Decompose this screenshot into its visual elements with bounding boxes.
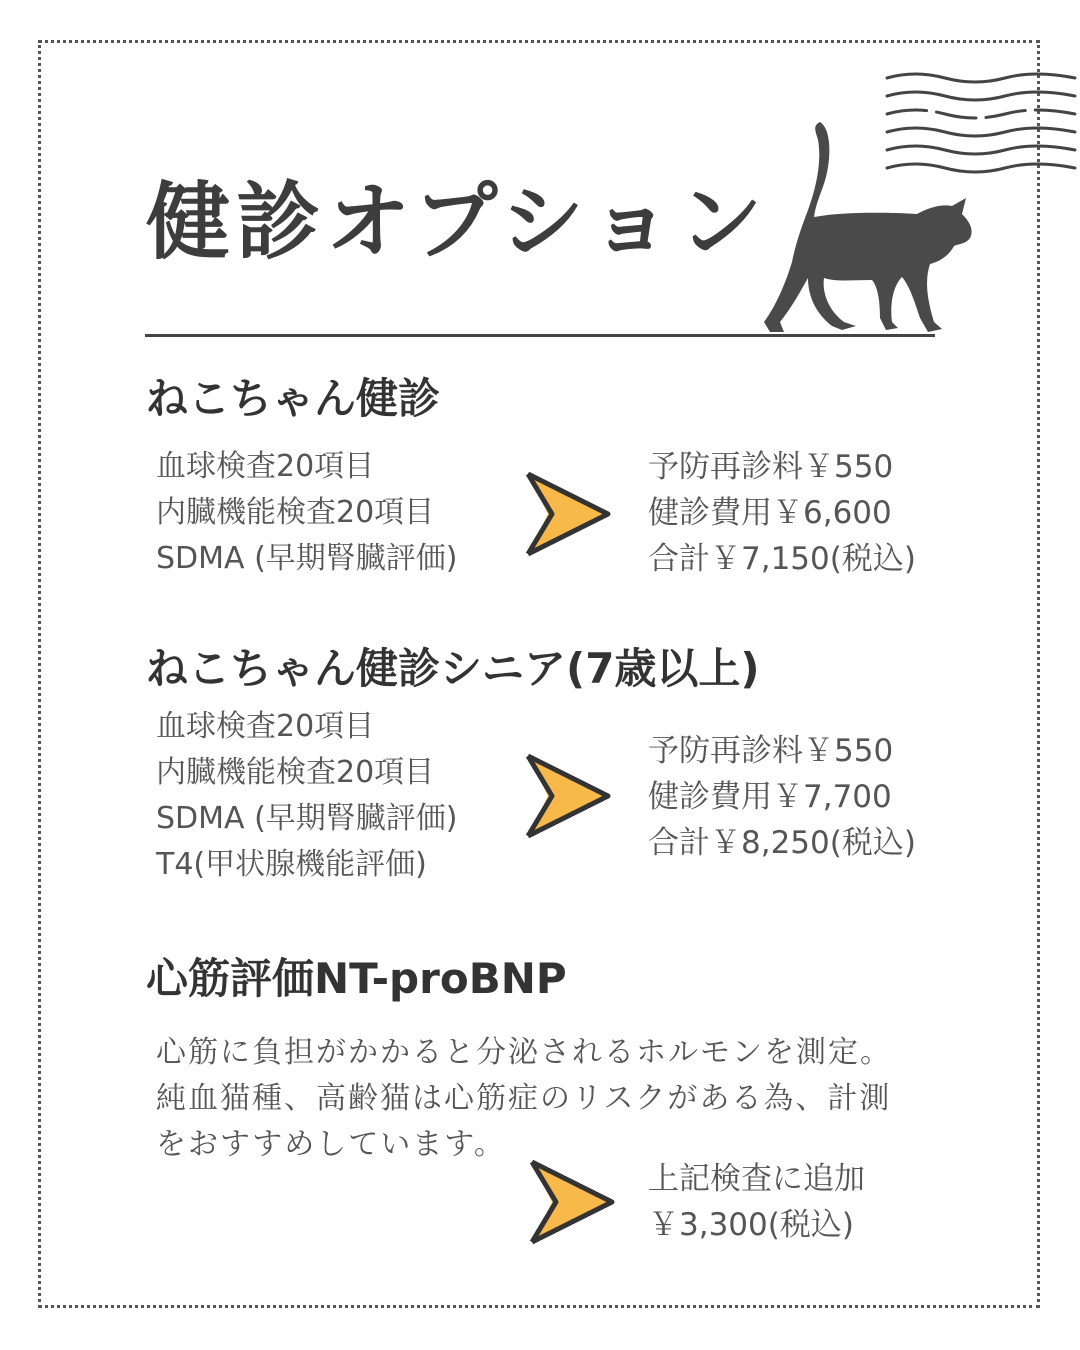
section-heading-basic-checkup: ねこちゃん健診 xyxy=(146,374,441,423)
page-title: 健診オプション xyxy=(146,173,769,271)
description-line: 心筋に負担がかかると分泌されるホルモンを測定。 xyxy=(156,1035,892,1070)
price-line: 健診費用￥7,700 xyxy=(648,779,892,815)
price-line: ￥3,300(税込) xyxy=(648,1207,854,1243)
price-line: 予防再診料￥550 xyxy=(648,733,894,769)
list-item: 内臓機能検査20項目 xyxy=(156,755,435,790)
price-line: 上記検査に追加 xyxy=(648,1161,865,1197)
chevron-arrow-icon xyxy=(522,752,614,840)
price-line: 合計￥8,250(税込) xyxy=(648,825,916,861)
senior-checkup-items xyxy=(156,704,458,888)
basic-checkup-items xyxy=(156,444,458,582)
basic-checkup-prices xyxy=(648,444,916,582)
senior-checkup-prices xyxy=(648,728,916,866)
list-item: SDMA (早期腎臓評価) xyxy=(156,801,458,836)
list-item: 血球検査20項目 xyxy=(156,449,375,484)
list-item: 血球検査20項目 xyxy=(156,709,375,744)
chevron-arrow-icon xyxy=(526,1158,618,1246)
section-heading-senior-checkup: ねこちゃん健診シニア(7歳以上) xyxy=(146,644,760,693)
list-item: 内臓機能検査20項目 xyxy=(156,495,435,530)
walking-cat-icon xyxy=(752,122,977,337)
chevron-arrow-icon xyxy=(522,470,614,558)
price-line: 健診費用￥6,600 xyxy=(648,495,892,531)
list-item: SDMA (早期腎臓評価) xyxy=(156,541,458,576)
description-line: をおすすめしています。 xyxy=(156,1127,506,1162)
price-line: 予防再診料￥550 xyxy=(648,449,894,485)
list-item: T4(甲状腺機能評価) xyxy=(156,847,427,882)
nt-probnp-description xyxy=(156,1030,956,1168)
section-heading-nt-probnp: 心筋評価NT-proBNP xyxy=(146,954,567,1003)
nt-probnp-prices xyxy=(648,1156,865,1248)
title-underline xyxy=(145,334,935,337)
description-line: 純血猫種、高齢猫は心筋症のリスクがある為、計測 xyxy=(156,1081,892,1116)
price-line: 合計￥7,150(税込) xyxy=(648,541,916,577)
